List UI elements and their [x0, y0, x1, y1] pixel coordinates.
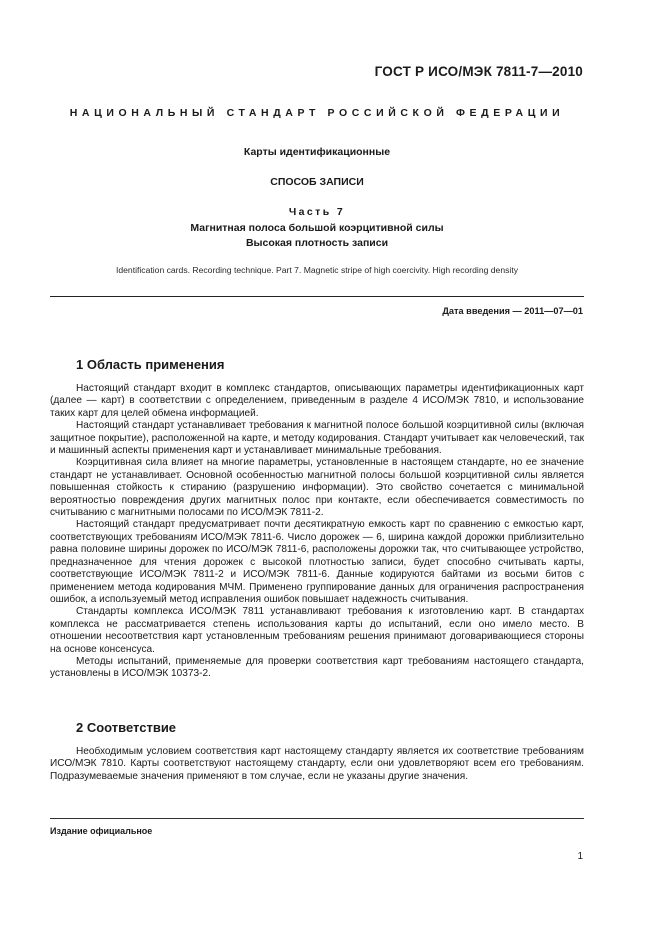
title-line-method: СПОСОБ ЗАПИСИ: [270, 176, 364, 188]
title-line-stripe: Магнитная полоса большой коэрцитивной силы: [190, 222, 444, 234]
section-body-scope: [50, 383, 584, 681]
official-edition-label: Издание официальное: [50, 826, 153, 836]
paragraph: Настоящий стандарт входит в комплекс стандартов, описывающих параметры идентификационных карт (далее — карт) в соответствии с определением, приведенным в разделе 4 ИСО/МЭК 7810, и использование таких карт для целей обмена информацией.: [50, 383, 584, 419]
document-code: ГОСТ Р ИСО/МЭК 7811-7—2010: [374, 64, 583, 79]
paragraph: Стандарты комплекса ИСО/МЭК 7811 устанавливают требования к изготовлению карт. В стандартах комплекса не рассматривается степень использования карты до испытаний, если оно имело место. В отношении несоответствия карт установленным требованиям решения принимают договаривающиеся стороны на основе консенсуса.: [50, 606, 584, 655]
section-heading-scope: 1 Область применения: [76, 357, 225, 372]
header-divider: [50, 296, 584, 297]
section-body-conformance: [50, 746, 584, 783]
english-title: Identification cards. Recording technique. Part 7. Magnetic stripe of high coercivity. High recording density: [115, 265, 519, 275]
paragraph: Необходимым условием соответствия карт настоящему стандарту является их соответствие требованиям ИСО/МЭК 7810. Карты соответствуют настоящему стандарту, если они удовлетворяют всем его требованиям. Подразумеваемые значения применяют в том случае, если не указаны другие значения.: [50, 746, 584, 782]
introduction-date: Дата введения — 2011—07—01: [442, 306, 583, 316]
section-heading-conformance: 2 Соответствие: [76, 720, 177, 735]
title-part: Часть 7: [288, 206, 346, 218]
national-standard-banner: НАЦИОНАЛЬНЫЙ СТАНДАРТ РОССИЙСКОЙ ФЕДЕРАЦИИ: [69, 107, 565, 119]
paragraph: Коэрцитивная сила влияет на многие параметры, установленные в настоящем стандарте, но ее значение стандарт не устанавливает. Основной особенностью магнитной полосы большой коэрцитивной силы является повышенная стойкость к стиранию (разрушению информации). Это свойство сочетается с минимальной вероятностью повреждения других магнитных полос при контакте, если обеспечивается совместимость по считыванию с магнитными полосами по ИСО/МЭК 7811-2.: [50, 457, 584, 519]
footer-divider: [50, 818, 584, 819]
paragraph: Методы испытаний, применяемые для проверки соответствия карт требованиям настоящего стандарта, установлены в ИСО/МЭК 10373-2.: [50, 655, 584, 680]
title-line-cards: Карты идентификационные: [243, 146, 391, 158]
page-number: 1: [577, 851, 583, 862]
paragraph: Настоящий стандарт устанавливает требования к магнитной полосе большой коэрцитивной силы (включая защитное покрытие), расположенной на карте, и методу кодирования. Стандарт учитывает как человеческий, так и машинный аспекты применения карт и устанавливает минимальные требования.: [50, 420, 584, 457]
title-line-density: Высокая плотность записи: [245, 237, 389, 249]
paragraph: Настоящий стандарт предусматривает почти десятикратную емкость карт по сравнению с емкостью карт, соответствующих требованиям ИСО/МЭК 7811-6. Число дорожек — 6, ширина каждой дорожки приблизительно равна половине ширины дорожек по ИСО/МЭК 7811-6, расположены дорожки так, что считывающее устройство, предназначенное для чтения дорожек с высокой плотностью записи, будет способно считывать карты, соответствующие ИСО/МЭК 7811-2 и ИСО/МЭК 7811-6. Данные кодируются байтами из восьми битов с применением метода кодирования МЧМ. Применено группирование данных для ограничения распространения ошибок, а используемый метод исправления ошибок повышает надежность считывания.: [50, 519, 584, 605]
